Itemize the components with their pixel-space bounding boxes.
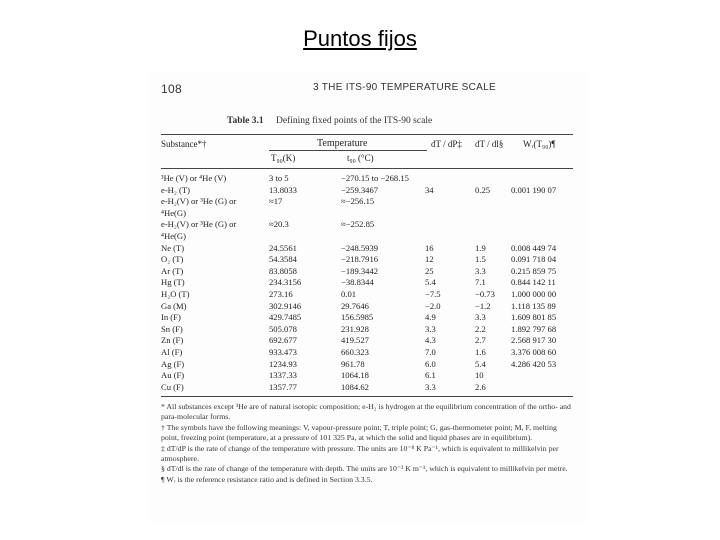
cell-dtdl: 2.2 [475,323,486,334]
table-row [161,219,573,231]
table-title: Defining fixed points of the ITS-90 scale [275,116,433,126]
cell-dtdp: 25 [425,265,434,276]
header-wr: Wᵣ(T₉₀)¶ [523,139,556,149]
cell-dtdp: 6.1 [425,370,436,381]
cell-t90-kelvin: 24.5561 [269,242,297,253]
table-row [161,185,573,197]
chapter-heading: 3 THE ITS-90 TEMPERATURE SCALE [313,82,496,93]
cell-t90-kelvin: 505.078 [269,323,297,334]
cell-t90-celsius: −218.7916 [341,254,379,265]
scanned-book-page [147,72,587,522]
table-label: Table 3.1 [227,116,264,126]
cell-t90-celsius: 29.7646 [341,300,369,311]
cell-t90-kelvin: 1357.77 [269,381,297,392]
cell-wr: 1.118 135 89 [511,300,556,311]
cell-dtdp: 7.0 [425,346,436,357]
cell-t90-kelvin: 83.8058 [269,265,297,276]
cell-t90-kelvin: 1234.93 [269,358,297,369]
cell-t90-celsius: 1064.18 [341,370,369,381]
cell-t90-kelvin: ≈17 [269,196,283,207]
cell-t90-kelvin: 933.473 [269,346,297,357]
cell-t90-celsius: −38.8344 [341,277,374,288]
cell-substance: e-H₂(V) or ³He (G) or [161,219,237,230]
table-caption [227,116,432,126]
table-row [161,196,573,208]
cell-dtdl: 10 [475,370,484,381]
cell-wr: 4.286 420 53 [511,358,557,369]
cell-substance: Au (F) [161,370,185,381]
cell-wr: 0.001 190 07 [511,184,557,195]
cell-substance: Ne (T) [161,242,185,253]
cell-dtdp: 34 [425,184,434,195]
cell-t90-celsius: 231.928 [341,323,369,334]
table-row [161,347,573,359]
cell-substance: O₂ (T) [161,254,184,265]
cell-t90-celsius: −259.3467 [341,184,379,195]
cell-t90-celsius: 961.78 [341,358,365,369]
cell-wr: 0.008 449 74 [511,242,557,253]
cell-substance: H₂O (T) [161,288,190,299]
cell-t90-kelvin: 13.8033 [269,184,297,195]
cell-substance: Cu (F) [161,381,184,392]
cell-wr: 1.892 797 68 [511,323,557,334]
cell-dtdl: 3.3 [475,312,486,323]
slide-title [0,26,720,52]
table-row [161,254,573,266]
cell-dtdl: 1.6 [475,346,486,357]
table-row [161,208,573,220]
cell-t90-kelvin: 429.7485 [269,312,302,323]
cell-substance: Hg (T) [161,277,185,288]
cell-t90-celsius: 419.527 [341,335,369,346]
cell-dtdl: 1.9 [475,242,486,253]
cell-dtdl: 7.1 [475,277,486,288]
cell-dtdp: 12 [425,254,434,265]
cell-t90-kelvin: 3 to 5 [269,173,289,183]
cell-dtdl: 2.6 [475,381,486,392]
cell-t90-celsius: −248.5939 [341,242,379,253]
cell-dtdl: 5.4 [475,358,486,369]
footnote: † The symbols have the following meanings: V, vapour-pressure point; T, triple point; G, gas-thermometer point; M, F, melting point, freezing point (temperature, at a pressure of 101 325 Pa, at which the solid and liquid phases are in equilibrium). [161,422,557,443]
cell-dtdp: 4.3 [425,335,436,346]
header-substance: Substance*† [161,139,207,149]
table-row [161,382,573,394]
cell-dtdl: 3.3 [475,265,486,276]
table-row [161,277,573,289]
footnote: § dT/dl is the rate of change of the temperature with depth. The units are 10⁻³ K m⁻¹, which is equivalent to millikelvin per metre. [161,464,568,474]
cell-t90-celsius: 660.323 [341,346,369,357]
header-t90-kelvin: T₉₀(K) [271,153,296,163]
cell-wr: 2.568 917 30 [511,335,557,346]
table-row [161,312,573,324]
cell-dtdp: 3.3 [425,381,436,392]
table-row [161,173,573,185]
header-temperature: Temperature [317,138,368,149]
cell-wr: 0.844 142 11 [511,277,556,288]
cell-t90-celsius: −270.15 to −268.15 [341,173,409,183]
cell-wr: 1.609 801 85 [511,312,557,323]
fixed-points-table [161,173,573,393]
table-bottom-rule [161,396,573,397]
table-row [161,301,573,313]
cell-dtdp: −7.5 [425,288,441,299]
cell-wr: 3.376 008 60 [511,346,557,357]
cell-dtdl: 1.5 [475,254,486,265]
cell-dtdp: 16 [425,242,434,253]
cell-dtdp: 4.9 [425,312,436,323]
cell-dtdl: 2.7 [475,335,486,346]
cell-substance: Ag (F) [161,358,185,369]
cell-wr: 0.091 718 04 [511,254,557,265]
cell-substance: e-H₂(V) or ³He (G) or [161,196,237,207]
cell-substance: ³He (V) or ⁴He (V) [161,173,227,183]
cell-substance: In (F) [161,312,181,323]
footnote: ¶ Wᵣ is the reference resistance ratio and is defined in Section 3.3.5. [161,474,373,484]
cell-dtdp: 6.0 [425,358,436,369]
footnote: * All substances except ³He are of natural isotopic composition; e-H₂ is hydrogen at the equilibrium concentration of the ortho- and para-molecular forms. [161,402,571,422]
table-top-rule [161,134,573,135]
temperature-span-rule [269,150,427,151]
cell-substance: Sn (F) [161,323,183,334]
header-dtdl: dT / dl§ [475,139,504,149]
table-header-rule [161,168,573,169]
table-row [161,324,573,336]
cell-wr: 1.000 000 00 [511,288,557,299]
cell-dtdl: 0.25 [475,184,491,195]
page-number: 108 [161,82,182,96]
cell-substance: Ga (M) [161,300,187,311]
cell-dtdp: 5.4 [425,277,436,288]
cell-t90-celsius: ≈−256.15 [341,196,375,207]
cell-t90-celsius: 156.5985 [341,312,374,323]
cell-substance: e-H₂ (T) [161,184,190,195]
table-row [161,359,573,371]
cell-dtdp: −2.0 [425,300,441,311]
table-row [161,370,573,382]
slide-title-text: Puntos fijos [303,26,417,51]
cell-t90-kelvin: 692.677 [269,335,297,346]
table-row [161,335,573,347]
header-t90-celsius: t₉₀ (°C) [347,153,374,163]
cell-substance: Ar (T) [161,265,184,276]
table-row [161,266,573,278]
footnote: ‡ dT/dP is the rate of change of the temperature with pressure. The units are 10⁻⁸ K Pa⁻¹, which is equivalent to millikelvin per atmosphere. [161,443,559,464]
cell-substance: Al (F) [161,346,183,357]
table-row [161,231,573,243]
cell-t90-kelvin: 54.3584 [269,254,297,265]
header-dtdp: dT / dP‡ [431,139,462,149]
cell-dtdp: 3.3 [425,323,436,334]
table-footnotes [161,402,573,485]
cell-t90-kelvin: 302.9146 [269,300,302,311]
cell-dtdl: −1.2 [475,300,491,311]
cell-substance: Zn (F) [161,335,184,346]
cell-substance: ⁴He(G) [161,230,186,241]
cell-t90-kelvin: 234.3156 [269,277,302,288]
cell-t90-celsius: −189.3442 [341,265,379,276]
table-row [161,243,573,255]
cell-dtdl: −0.73 [475,288,495,299]
cell-substance: ⁴He(G) [161,207,186,218]
cell-t90-kelvin: ≈20.3 [269,219,289,230]
cell-t90-kelvin: 1337.33 [269,370,297,381]
cell-t90-celsius: 0.01 [341,288,357,299]
cell-wr: 0.215 859 75 [511,265,557,276]
cell-t90-celsius: ≈−252.85 [341,219,375,230]
table-row [161,289,573,301]
cell-t90-celsius: 1084.62 [341,381,369,392]
cell-t90-kelvin: 273.16 [269,288,293,299]
